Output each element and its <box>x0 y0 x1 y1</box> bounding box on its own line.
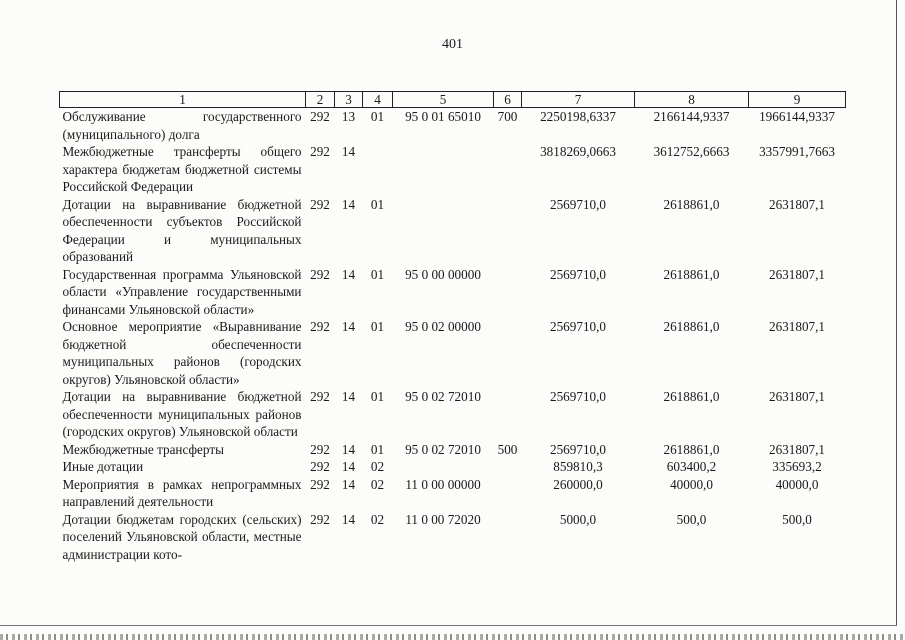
kvsr-code: 292 <box>310 196 330 212</box>
kvsr-code: 292 <box>310 511 330 527</box>
section-code: 14 <box>341 441 356 457</box>
row-name: Межбюджетные трансферты <box>62 441 224 457</box>
subsection-code: 02 <box>370 459 385 474</box>
value-col-7: 260000,0 <box>553 476 603 492</box>
value-col-8: 2166144,9337 <box>653 109 730 124</box>
page-number: 401 <box>442 37 463 52</box>
subsection-code: 01 <box>370 266 385 282</box>
column-header: 8 <box>635 92 749 108</box>
subsection-code: 02 <box>370 476 385 492</box>
table-row <box>60 196 846 266</box>
row-name: Межбюджетные трансферты общего характера бюджетам бюджетной системы Российской Федерации <box>62 144 302 194</box>
value-col-8: 2618861,0 <box>663 389 720 404</box>
table-row <box>60 108 846 144</box>
table-row <box>60 441 846 459</box>
expense-type-code <box>494 266 522 319</box>
value-col-8: 2618861,0 <box>663 319 720 334</box>
value-col-8: 3612752,6663 <box>653 144 730 159</box>
column-header: 1 <box>60 92 306 108</box>
table-row <box>60 476 846 511</box>
subsection-code <box>363 143 393 196</box>
section-code: 14 <box>341 144 356 159</box>
kvsr-code: 292 <box>310 441 330 457</box>
value-col-7: 3818269,0663 <box>540 144 616 159</box>
expense-type-code <box>494 143 522 196</box>
kvsr-code: 292 <box>310 476 330 492</box>
row-name: Государственная программа Ульяновской области «Управление государственными финансами Ульяновской области» <box>62 266 302 317</box>
target-article-code: 95 0 02 72010 <box>405 441 481 457</box>
expense-type-code: 700 <box>497 109 518 124</box>
table-row <box>60 266 846 319</box>
section-code: 14 <box>341 266 356 282</box>
subsection-code: 01 <box>370 441 385 457</box>
table-header-row <box>60 92 846 108</box>
kvsr-code: 292 <box>310 389 330 404</box>
value-col-7: 2569710,0 <box>549 441 607 457</box>
column-header: 2 <box>306 92 335 108</box>
value-col-8: 500,0 <box>676 511 707 527</box>
column-header: 9 <box>749 92 846 108</box>
subsection-code: 01 <box>370 319 385 334</box>
section-code: 14 <box>341 389 356 404</box>
value-col-7: 2569710,0 <box>549 266 607 282</box>
row-name: Дотации на выравнивание бюджетной обеспеченности муниципальных районов (городских округов) Ульяновской области <box>62 389 302 439</box>
expense-type-code <box>494 318 522 388</box>
column-header: 3 <box>335 92 363 108</box>
table-row <box>60 388 846 441</box>
section-code: 14 <box>341 511 356 527</box>
value-col-9: 40000,0 <box>775 476 819 492</box>
target-article-code <box>393 196 494 266</box>
column-header: 5 <box>393 92 494 108</box>
value-col-8: 603400,2 <box>666 459 717 474</box>
page-edge-line <box>0 625 897 626</box>
row-name: Основное мероприятие «Выравнивание бюджетной обеспеченности муниципальных районов (городских округов) Ульяновской области» <box>62 319 302 387</box>
value-col-8: 2618861,0 <box>663 196 720 212</box>
value-col-8: 40000,0 <box>670 476 713 492</box>
value-col-7: 2250198,6337 <box>540 109 616 124</box>
row-name: Обслуживание государственного (муниципального) долга <box>62 109 302 142</box>
value-col-7: 2569710,0 <box>549 196 607 212</box>
expense-type-code: 500 <box>497 441 518 457</box>
value-col-9: 2631807,1 <box>768 389 826 404</box>
target-article-code: 95 0 01 65010 <box>405 109 481 124</box>
page-edge-line <box>896 0 897 626</box>
table-row <box>60 511 846 564</box>
expense-type-code <box>494 511 522 564</box>
value-col-9: 2631807,1 <box>768 266 826 282</box>
scan-artifact-strip <box>0 634 905 640</box>
row-name: Дотации на выравнивание бюджетной обеспеченности субъектов Российской Федерации и муниципальных образований <box>62 196 302 264</box>
value-col-9: 2631807,1 <box>768 319 826 334</box>
value-col-7: 2569710,0 <box>549 389 607 404</box>
subsection-code: 01 <box>370 196 385 212</box>
row-name: Иные дотации <box>62 459 144 474</box>
target-article-code: 11 0 00 00000 <box>405 476 481 492</box>
value-col-7: 5000,0 <box>559 511 597 527</box>
target-article-code: 95 0 00 00000 <box>405 266 481 282</box>
value-col-9: 335693,2 <box>772 459 822 474</box>
value-col-8: 2618861,0 <box>663 441 720 457</box>
budget-table <box>59 91 846 563</box>
table-body <box>60 108 846 564</box>
column-header: 6 <box>494 92 522 108</box>
kvsr-code: 292 <box>310 459 330 474</box>
kvsr-code: 292 <box>310 144 330 159</box>
section-code: 14 <box>341 319 356 334</box>
kvsr-code: 292 <box>310 109 330 124</box>
subsection-code: 01 <box>370 389 385 404</box>
expense-type-code <box>494 476 522 511</box>
kvsr-code: 292 <box>310 319 330 334</box>
value-col-9: 3357991,7663 <box>759 144 835 159</box>
row-name: Мероприятия в рамках непрограммных направлений деятельности <box>62 476 302 509</box>
kvsr-code: 292 <box>310 266 330 282</box>
section-code: 14 <box>341 196 356 212</box>
row-name: Дотации бюджетам городских (сельских) поселений Ульяновской области, местные администрации кото- <box>62 511 302 562</box>
target-article-code: 11 0 00 72020 <box>405 511 481 527</box>
value-col-8: 2618861,0 <box>663 266 720 282</box>
target-article-code <box>393 458 494 476</box>
value-col-9: 500,0 <box>782 511 812 527</box>
expense-type-code <box>494 388 522 441</box>
expense-type-code <box>494 196 522 266</box>
target-article-code <box>393 143 494 196</box>
column-header: 4 <box>363 92 393 108</box>
column-header: 7 <box>522 92 635 108</box>
section-code: 13 <box>341 109 356 124</box>
value-col-9: 2631807,1 <box>768 441 826 457</box>
table-row <box>60 143 846 196</box>
subsection-code: 01 <box>370 109 385 124</box>
value-col-7: 2569710,0 <box>549 319 607 334</box>
section-code: 14 <box>341 476 356 492</box>
section-code: 14 <box>341 459 356 474</box>
table-row <box>60 458 846 476</box>
table-row <box>60 318 846 388</box>
target-article-code: 95 0 02 72010 <box>405 389 481 404</box>
expense-type-code <box>494 458 522 476</box>
value-col-9: 2631807,1 <box>768 196 826 212</box>
value-col-7: 859810,3 <box>553 459 603 474</box>
target-article-code: 95 0 02 00000 <box>405 319 481 334</box>
subsection-code: 02 <box>370 511 385 527</box>
value-col-9: 1966144,9337 <box>759 109 835 124</box>
